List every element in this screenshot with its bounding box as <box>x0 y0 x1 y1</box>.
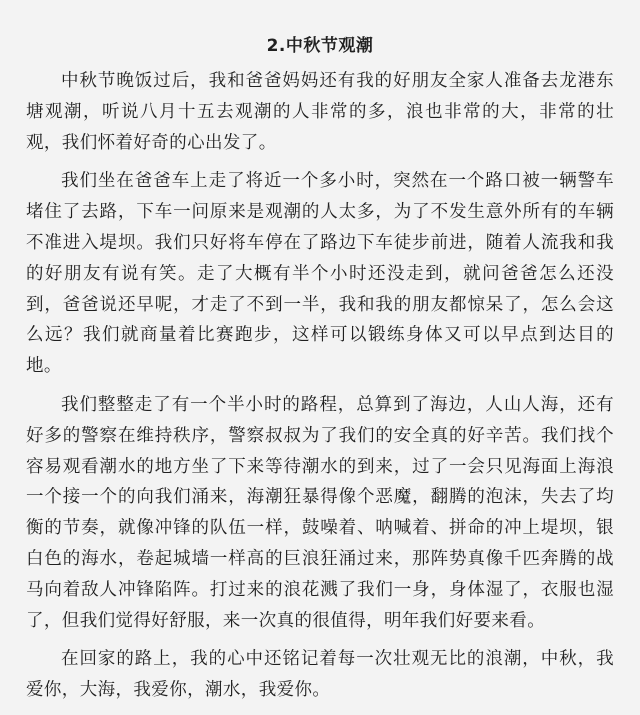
paragraph-4: 在回家的路上，我的心中还铭记着每一次壮观无比的浪潮，中秋，我爱你，大海，我爱你，潮水，我爱你。 <box>26 649 614 701</box>
paragraph-1: 中秋节晚饭过后，我和爸爸妈妈还有我的好朋友全家人准备去龙港东塘观潮，听说八月十五去观潮的人非常的多，浪也非常的大，非常的壮观，我们怀着好奇的心出发了。 <box>26 71 614 153</box>
paragraph-2: 我们坐在爸爸车上走了将近一个多小时，突然在一个路口被一辆警车堵住了去路，下车一问原来是观潮的人太多，为了不发生意外所有的车辆不准进入堤坝。我们只好将车停在了路边下车徒步前进，随着人流我和我的好朋友有说有笑。走了大概有半个小时还没走到，就问爸爸怎么还没到，爸爸说还早呢，才走了不到一半，我和我的朋友都惊呆了，怎么会这么远？我们就商量着比赛跑步，这样可以锻练身体又可以早点到达目的地。 <box>26 171 614 377</box>
essay-title: 2.中秋节观潮 <box>266 36 374 56</box>
paragraph-3: 我们整整走了有一个半小时的路程，总算到了海边，人山人海，还有好多的警察在维持秩序，警察叔叔为了我们的安全真的好辛苦。我们找个容易观看潮水的地方坐了下来等待潮水的到来，过了一会只见海面上海浪一个接一个的向我们涌来，海潮狂暴得像个恶魔，翻腾的泡沫，失去了均衡的节奏，就像冲锋的队伍一样，鼓噪着、呐喊着、拼命的冲上堤坝，银白色的海水，卷起城墙一样高的巨浪狂涌过来，那阵势真像千匹奔腾的战马向着敌人冲锋陷阵。打过来的浪花溅了我们一身，身体湿了，衣服也湿了，但我们觉得好舒服，来一次真的很值得，明年我们好要来看。 <box>26 394 614 631</box>
